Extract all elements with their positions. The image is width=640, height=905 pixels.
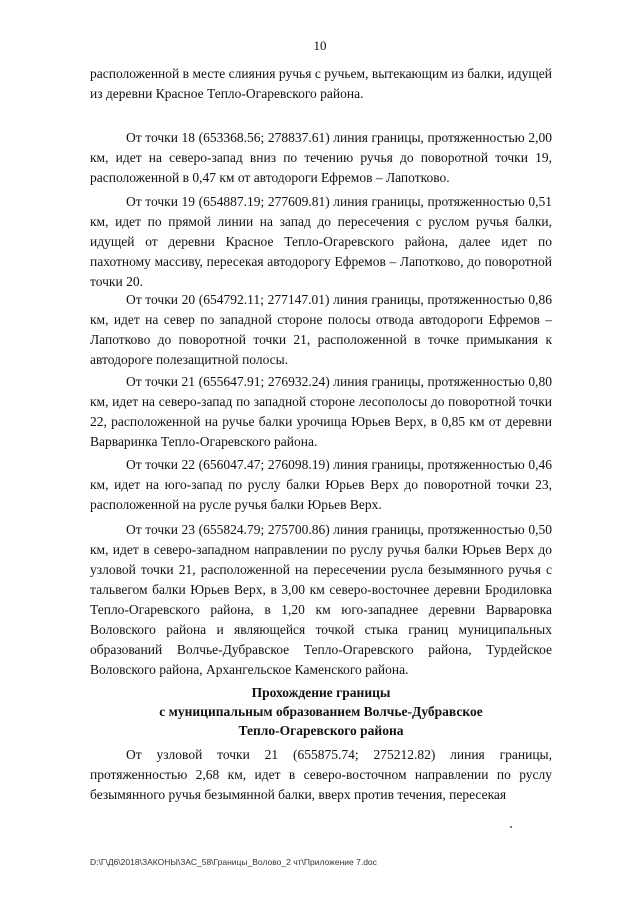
- file-path-footer: D:\Г\Д6\2018\ЗАКОНЫ\ЗАС_58\Границы_Волово_2 чт\Приложение 7.doc: [90, 857, 377, 867]
- scan-speck: [510, 826, 512, 828]
- heading-line-3: Тепло-Огаревского района: [238, 723, 404, 738]
- heading-line-2: с муниципальным образованием Волчье-Дубравское: [159, 704, 483, 719]
- paragraph-continuation: расположенной в месте слияния ручья с ручьем, вытекающим из балки, идущей из деревни Красное Тепло-Огаревского района.: [90, 66, 552, 101]
- paragraph-point-22: От точки 22 (656047.47; 276098.19) линия границы, протяженностью 0,46 км, идет на юго-запад по руслу балки Юрьев Верх до поворотной точки 23, расположенной на русле ручья балки Юрьев Верх.: [90, 457, 552, 512]
- section-heading: [90, 683, 552, 740]
- paragraph-point-21: От точки 21 (655647.91; 276932.24) линия границы, протяженностью 0,80 км, идет на северо-запад по западной стороне лесополосы до поворотной точки 22, расположенной на ручье балки урочища Юрьев Верх, в 0,85 км от деревни Варваринка Тепло-Огаревского района.: [90, 374, 552, 449]
- paragraph-point-23: От точки 23 (655824.79; 275700.86) линия границы, протяженностью 0,50 км, идет в северо-западном направлении по руслу ручья балки Юрьев Верх до узловой точки 21, расположенной на пересечении русла безымянного ручья с тальвегом балки Юрьев Верх, в 3,00 км северо-восточнее деревни Бродиловка Тепло-Огаревского района, в 1,20 км юго-западнее деревни Варваровка Воловского района и являющейся точкой стыка границ муниципальных образований Волчье-Дубравское Тепло-Огаревского района, Турдейское Воловского района, Архангельское Каменского района.: [90, 522, 552, 677]
- paragraph-point-18: От точки 18 (653368.56; 278837.61) линия границы, протяженностью 2,00 км, идет на северо-запад вниз по течению ручья до поворотной точки 19, расположенной в 0,47 км от автодороги Ефремов – Лапотково.: [90, 130, 552, 185]
- paragraph-point-19: От точки 19 (654887.19; 277609.81) линия границы, протяженностью 0,51 км, идет по прямой линии на запад до пересечения с руслом ручья балки, идущей от деревни Красное Тепло-Огаревского района, далее идет по пахотному массиву, пересекая автодорогу Ефремов – Лапотково, до поворотной точки 20.: [90, 194, 552, 289]
- page-number: 10: [313, 38, 327, 53]
- heading-line-1: Прохождение границы: [251, 685, 391, 700]
- paragraph-node-21: От узловой точки 21 (655875.74; 275212.82) линия границы, протяженностью 2,68 км, идет в северо-восточном направлении по руслу безымянного ручья безымянной балки, вверх против течения, пересекая: [90, 747, 552, 802]
- paragraph-point-20: От точки 20 (654792.11; 277147.01) линия границы, протяженностью 0,86 км, идет на север по западной стороне полосы отвода автодороги Ефремов – Лапотково до поворотной точки 21, расположенной в точке примыкания к автодороге полезащитной полосы.: [90, 292, 552, 367]
